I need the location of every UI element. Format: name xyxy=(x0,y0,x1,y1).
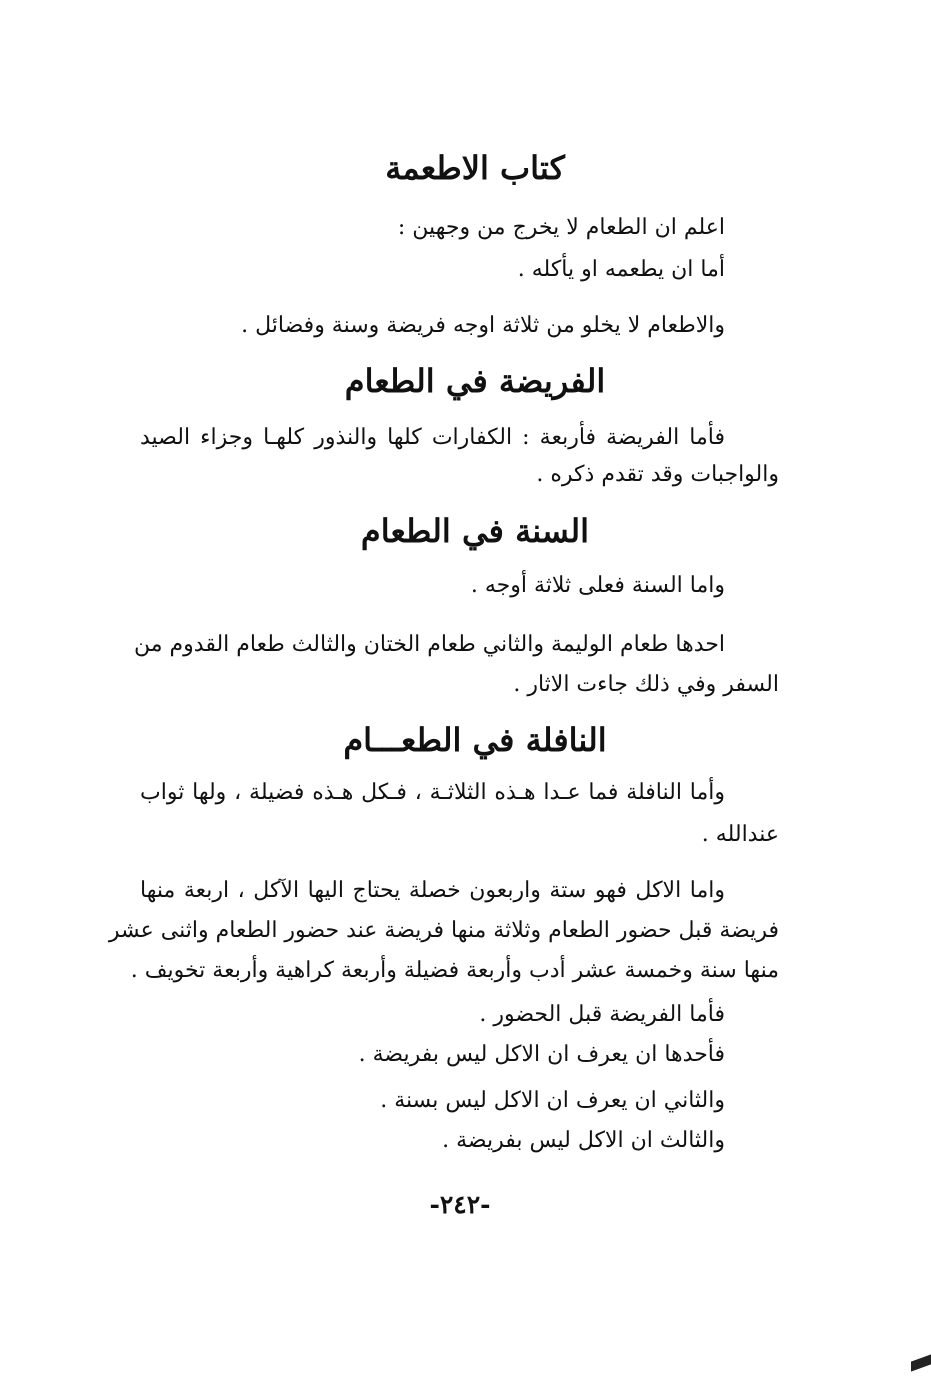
chapter-heading: كتاب الاطعمة xyxy=(385,149,565,187)
section-heading-nafila: النافلة في الطعـــام xyxy=(343,721,607,759)
list-line-4: والثالث ان الاكل ليس بفريضة . xyxy=(442,1128,725,1153)
intro-line-2: أما ان يطعمه او يأكله . xyxy=(517,257,725,282)
sunna-line-2: احدها طعام الوليمة والثاني طعام الختان والثالث طعام القدوم من xyxy=(134,632,725,657)
list-line-2: فأحدها ان يعرف ان الاكل ليس بفريضة . xyxy=(358,1042,725,1067)
fard-line-1: فأما الفريضة فأربعة : الكفارات كلها والنذور كلهـا وجزاء الصيد xyxy=(140,425,725,450)
akl-line-1: واما الاكل فهو ستة واربعون خصلة يحتاج اليها الآكل ، اربعة منها xyxy=(140,878,725,903)
akl-line-3: منها سنة وخمسة عشر أدب وأربعة فضيلة وأربعة كراهية وأربعة تخويف . xyxy=(130,958,779,983)
sunna-line-1: واما السنة فعلى ثلاثة أوجه . xyxy=(470,573,725,598)
nafila-line-1: وأما النافلة فما عـدا هـذه الثلاثـة ، فـكل هـذه فضيلة ، ولها ثواب xyxy=(140,780,725,805)
list-line-3: والثاني ان يعرف ان الاكل ليس بسنة . xyxy=(380,1088,725,1113)
nafila-line-2: عندالله . xyxy=(701,822,779,847)
intro-line-1: اعلم ان الطعام لا يخرج من وجهين : xyxy=(397,215,725,240)
sunna-line-3: السفر وفي ذلك جاءت الاثار . xyxy=(513,672,779,697)
akl-line-2: فريضة قبل حضور الطعام وثلاثة منها فريضة عند حضور الطعام واثنى عشر xyxy=(108,918,779,943)
page-number: -٢٤٢- xyxy=(429,1190,491,1219)
list-line-1: فأما الفريضة قبل الحضور . xyxy=(479,1002,725,1027)
intro-line-3: والاطعام لا يخلو من ثلاثة اوجه فريضة وسنة وفضائل . xyxy=(241,313,725,338)
section-heading-fard: الفريضة في الطعام xyxy=(344,362,606,400)
fard-line-2: والواجبات وقد تقدم ذكره . xyxy=(536,462,779,487)
section-heading-sunna: السنة في الطعام xyxy=(360,512,590,550)
scan-corner-mark xyxy=(911,1354,931,1371)
